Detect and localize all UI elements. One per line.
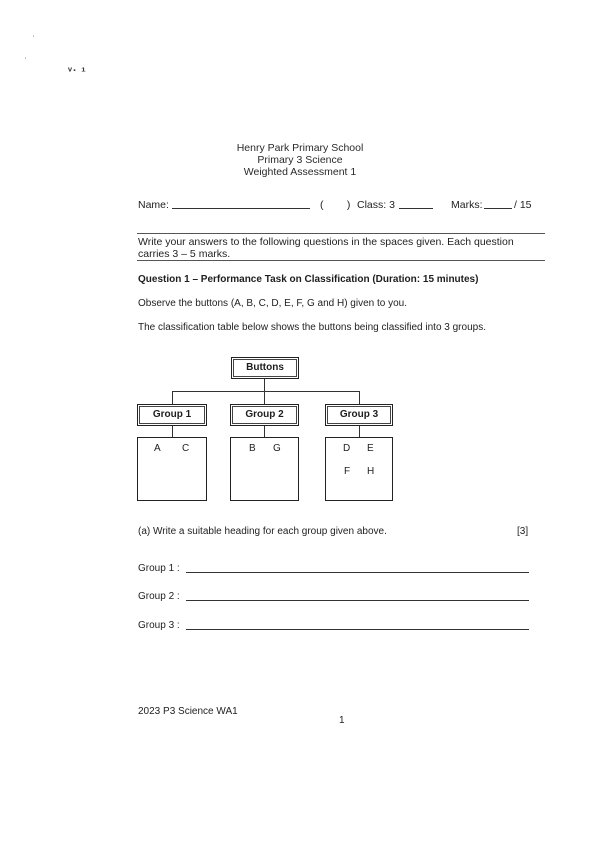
marks-total: / 15 [514, 199, 532, 211]
connector-horizontal [172, 391, 360, 392]
answer-line-group-1[interactable] [186, 572, 529, 573]
answer-label-group-3: Group 3 : [138, 620, 180, 631]
instruction-line-2: carries 3 – 5 marks. [138, 248, 231, 260]
question-title: Question 1 – Performance Task on Classification (Duration: 15 minutes) [138, 274, 479, 285]
instruction-top-rule [137, 233, 545, 234]
marks-field[interactable] [484, 198, 512, 209]
group-3-item: H [367, 466, 375, 477]
answer-label-group-1: Group 1 : [138, 563, 180, 574]
connector-group-1 [172, 391, 173, 404]
connector-root-down [264, 379, 265, 391]
group-2-item: G [273, 443, 281, 454]
group-1-header: Group 1 [137, 404, 207, 426]
name-label: Name: [138, 199, 169, 211]
assessment-title: Weighted Assessment 1 [243, 166, 357, 178]
class-field[interactable] [399, 198, 433, 209]
class-label: Class: 3 [357, 199, 395, 211]
part-a-marks: [3] [517, 526, 529, 537]
connector-group-2 [264, 391, 265, 404]
connector-group-2-list [264, 426, 265, 437]
instruction-line-1: Write your answers to the following questions in the spaces given. Each question [138, 236, 514, 248]
connector-group-3-list [359, 426, 360, 437]
name-field[interactable] [172, 198, 310, 209]
root-box-buttons: Buttons [231, 357, 299, 379]
group-3-item: D [343, 443, 351, 454]
register-number-field[interactable]: ( ) [320, 199, 351, 211]
footer-label: 2023 P3 Science WA1 [138, 706, 238, 717]
school-name: Henry Park Primary School [236, 142, 364, 154]
answer-line-group-2[interactable] [186, 600, 529, 601]
answer-line-group-3[interactable] [186, 629, 529, 630]
group-2-item: B [249, 443, 256, 454]
level: Primary 3 Science [257, 154, 343, 166]
group-2-items-box [230, 437, 299, 501]
instruction-bottom-rule [137, 260, 545, 261]
group-2-header: Group 2 [230, 404, 299, 426]
group-1-item: C [182, 443, 190, 454]
group-3-item: F [344, 466, 351, 477]
connector-group-1-list [172, 426, 173, 437]
corner-mark: ᵥ. ₁ [68, 62, 87, 74]
group-1-item: A [154, 443, 161, 454]
group-3-items-box [325, 437, 393, 501]
scan-mark: ' [25, 58, 27, 64]
group-1-items-box [137, 437, 207, 501]
connector-group-3 [359, 391, 360, 404]
page-number: 1 [339, 715, 345, 726]
part-a-text: (a) Write a suitable heading for each group given above. [138, 526, 387, 537]
group-3-header: Group 3 [325, 404, 393, 426]
question-line-1: Observe the buttons (A, B, C, D, E, F, G and H) given to you. [138, 298, 408, 309]
scan-mark: ' [33, 36, 35, 42]
group-3-item: E [367, 443, 374, 454]
answer-label-group-2: Group 2 : [138, 591, 180, 602]
question-line-2: The classification table below shows the buttons being classified into 3 groups. [138, 322, 486, 333]
marks-label: Marks: [451, 199, 483, 211]
